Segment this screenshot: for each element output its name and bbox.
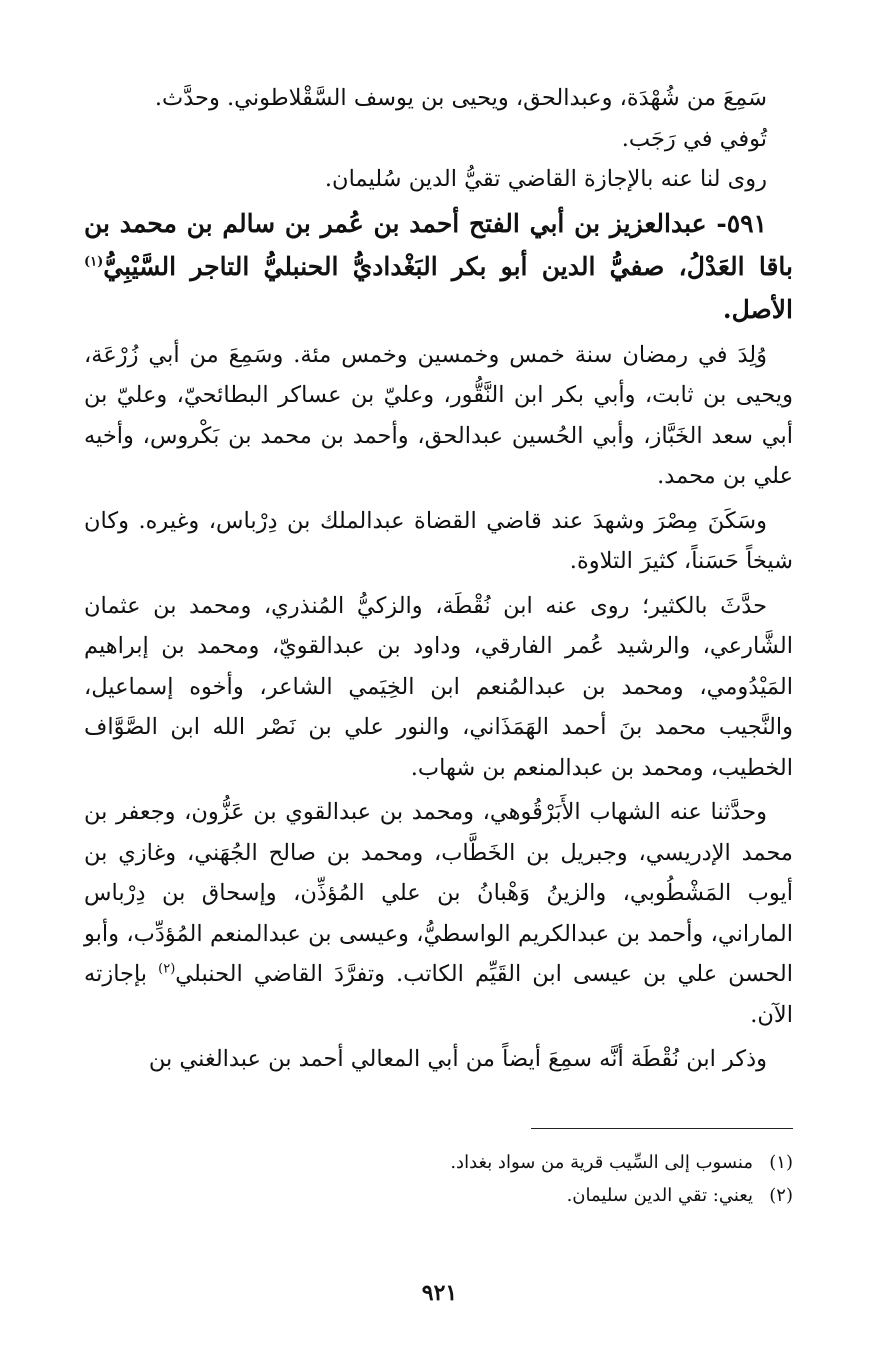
footnote-divider bbox=[531, 1128, 793, 1129]
footnote-reference: (١) bbox=[84, 254, 104, 270]
paragraph: حدَّثَ بالكثير؛ روى عنه ابن نُقْطَة، والزكيُّ المُنذري، ومحمد بن عثمان الشَّارعي، والرشيد عُمر الفارقي، وداود بن عبدالقويّ، ومحمد بن إبراهيم المَيْدُومي، ومحمد بن عبدالمُنعم ابن الخِيَمي الشاعر، وأخوه إسماعيل، والنَّجيب محمد بنَ أحمد الهَمَذَاني، والنور علي بن نَصْر الله ابن الصَّوَّاف الخطيب، ومحمد بن عبدالمنعم بن شهاب. bbox=[84, 592, 793, 781]
page-number: ٩٢١ bbox=[421, 1280, 458, 1306]
paragraph: سَمِعَ من شُهْدَة، وعبدالحق، ويحيى بن يوسف السَّقْلاطوني. وحدَّث. bbox=[154, 85, 767, 111]
paragraph: روى لنا عنه بالإجازة القاضي تقيُّ الدين سُليمان. bbox=[324, 166, 767, 192]
paragraph: وُلِدَ في رمضان سنة خمس وخمسين وخمس مئة. وسَمِعَ من أبي زُرْعَة، ويحيى بن ثابت، وأبي بكر ابن النَّقُّور، وعليّ بن عساكر البطائحيّ، وعليّ بن أبي سعد الخَبَّاز، وأبي الحُسين عبدالحق، وأحمد بن محمد بن بَكْروس، وأخيه علي بن محمد. bbox=[84, 341, 793, 489]
footnotes bbox=[84, 1146, 793, 1212]
paragraph bbox=[84, 792, 793, 1035]
paragraph-text: وحدَّثنا عنه الشهاب الأَبَرْقُوهي، ومحمد بن عبدالقوي بن عَزُّون، وجعفر بن محمد الإدريسي، وجبريل بن الخَطَّاب، ومحمد بن صالح الجُهَني، وغازي بن أيوب المَشْطُوبي، والزينُ وَهْبانُ بن علي المُؤذِّن، وإسحاق بن دِرْباس الماراني، وأحمد بن عبدالكريم الواسطيُّ، وعيسى بن عبدالمنعم المُؤدِّب، وأبو الحسن علي بن عيسى ابن القَيِّم الكاتب. وتفرَّدَ القاضي الحنبلي bbox=[84, 799, 794, 987]
biography-entry-heading bbox=[84, 202, 793, 331]
footnote-text: يعني: تقي الدين سليمان. bbox=[566, 1185, 753, 1206]
footnote-number: (٢) bbox=[769, 1185, 793, 1206]
footnote-number: (١) bbox=[769, 1152, 793, 1173]
footnote bbox=[84, 1146, 793, 1179]
paragraph: وسَكَنَ مِصْرَ وشهدَ عند قاضي القضاة عبدالملك بن دِرْباس، وغيره. وكان شيخاً حَسَناً، كثيرَ التلاوة. bbox=[84, 507, 793, 574]
paragraph: وذكر ابن نُقْطَة أنَّه سمِعَ أيضاً من أبي المعالي أحمد بن عبدالغني بن bbox=[148, 1046, 767, 1072]
entry-heading-tail: الأصل. bbox=[722, 294, 793, 324]
footnote-reference: (٢) bbox=[158, 961, 176, 977]
footnote bbox=[84, 1179, 793, 1212]
paragraph: تُوفي في رَجَب. bbox=[621, 125, 767, 152]
entry-heading-text: ٥٩١- عبدالعزيز بن أبي الفتح أحمد بن عُمر بن سالم بن محمد بن باقا العَدْلُ، صفيُّ الدين أبو بكر البَغْداديُّ الحنبليُّ التاجر السَّيْبِيُّ bbox=[84, 208, 793, 281]
footnote-text: منسوب إلى السِّيب قرية من سواد بغداد. bbox=[450, 1152, 753, 1173]
main-text bbox=[84, 78, 793, 1080]
paragraph-text: بإجازته الآن. bbox=[84, 961, 793, 1028]
